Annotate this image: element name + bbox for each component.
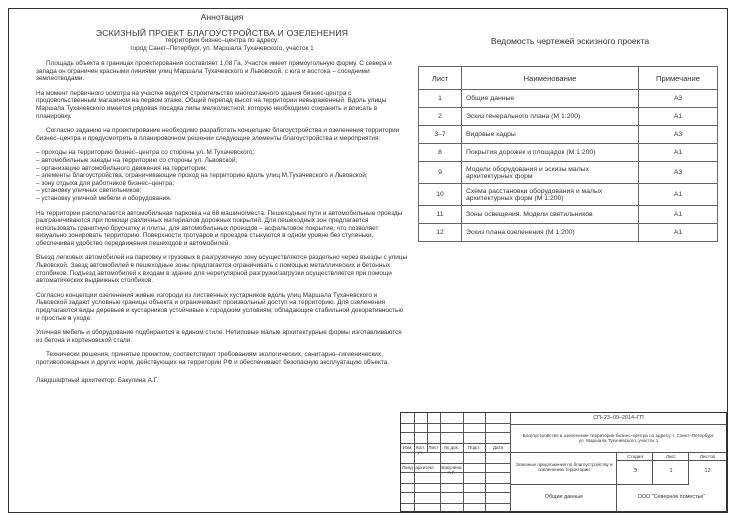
stamp-col-line <box>463 413 464 511</box>
header-note: Примечание <box>639 67 718 90</box>
annotation-heading: Аннотация <box>200 12 244 22</box>
cell-note: А1 <box>639 184 718 206</box>
cell-sheet: 12 <box>419 224 462 242</box>
list-item: – установку уличных светильников; <box>36 187 142 195</box>
cell-note: А3 <box>639 162 718 184</box>
sheet-list-block <box>418 36 722 242</box>
cell-name: Эскиз генерального плана (М 1:200) <box>462 108 639 126</box>
col-header-sign: Подп. <box>467 445 481 450</box>
cell-note: А1 <box>639 144 718 162</box>
stamp-col-line <box>414 413 415 511</box>
paragraph-area: Площадь объекта в границах проектирования составляет 1,08 Га. Участок имеет прямоугольную форму. С севера и запада он ограничен красными линиями улиц Маршала Тухачевского и Львовской, с юга и востока – соседними землеотводами. <box>36 60 392 83</box>
cell-name: Эскиз плана озеленения (М 1:200) <box>462 224 639 242</box>
table-row <box>419 184 718 206</box>
table-row <box>419 108 718 126</box>
header-sheet: Лист <box>419 67 462 90</box>
table-row <box>419 90 718 108</box>
title-block <box>400 412 727 512</box>
sheet-list-table <box>418 66 718 242</box>
project-subtitle <box>36 37 408 52</box>
list-item: – автомобильные заезды на территорию со стороны ул. Львовской; <box>36 156 238 164</box>
requirements-list <box>36 149 408 202</box>
cell-name: Схема расстановки оборудования и малых архитектурных форм (М 1:200) <box>462 184 639 206</box>
sheets-value: 12 <box>704 468 711 474</box>
cell-sheet: 11 <box>419 206 462 224</box>
col-header-change: Изм. <box>402 445 413 450</box>
annotation-block <box>36 10 408 384</box>
stamp-row-line <box>401 503 511 504</box>
table-row <box>419 126 718 144</box>
paragraph-site-state: На момент первичного осмотра на участке ведется строительство многоэтажного здания бизнес-центра с продовольственным магазином на первом этаже. Общий перепад высот на территории невыраженный. Вдоль улицы Маршала Тухачевского имеется рядовая посадка липы мелколистной, которую необходимо сохранить и вписать в планировку. <box>36 89 387 120</box>
header-name: Наименование <box>462 67 639 90</box>
sheet-label: Лист <box>666 454 676 459</box>
drawing-code: СП–23–09–2014–ГП <box>593 415 644 421</box>
author-name: Бакулина А.Г. <box>441 465 462 476</box>
col-header-sheet: Лист <box>428 445 439 450</box>
cell-note: А1 <box>639 206 718 224</box>
cell-sheet: 2 <box>419 108 462 126</box>
col-header-count: Кол. уч. <box>415 445 426 456</box>
cell-name: Покрытия дорожек и площадок (М 1:200) <box>462 144 639 162</box>
role-label: Ланд. архитект. <box>402 465 435 470</box>
paragraph-greenery: Согласно концепции озеленения живые изгороди из лиственных кустарников вдоль улиц Маршала Тухачевского и Львовской задают условные границы объекта и ограничивают произвольный доступ на территорию. Для озеленения предлагаются виды деревьев и кустарников устойчивые к городским условиям, обладающие стабильной декоративностью и простые в уходе. <box>36 291 404 322</box>
list-item: – проходы на территорию бизнес–центра со стороны ул. М.Тухачевского; <box>36 149 255 157</box>
stamp-col-line <box>485 413 486 511</box>
table-row <box>419 162 718 184</box>
col-header-date: Дата <box>492 445 504 450</box>
paragraph-compliance: Технически решения, принятые проектом, соответствуют требованиям экологических, санитарно–гигиенических, противопожарных и других норм, действующих на территории РФ и обеспечивают безопасную эксплуатацию объекта. <box>36 351 390 366</box>
list-item: – организацию автомобильного движения на территории; <box>36 164 208 172</box>
paragraph-entrances: Въезд легковых автомобилей на парковку и грузовых в разгрузочную зону осуществляется раздельно через въезды с улицы Львовской. Заезд автомобилей в пешеходные зоны предлагается ограничивать с помощью металлических и бетонных столбиков. Подъезд автомобилей к входам в здание для нерегулярной разгрузки/загрузки осуществляется при помощи автоматических выдвижных столбиков. <box>36 254 408 285</box>
sheet-list-title: Ведомость чертежей эскизного проекта <box>490 36 650 46</box>
table-row <box>419 206 718 224</box>
list-item: – элементы благоустройства, ограничивающие проход на территорию вдоль улиц М.Тухачевского и Львовской; <box>36 172 368 180</box>
cell-note: А3 <box>639 126 718 144</box>
sheets-label: Листов <box>700 454 715 459</box>
sheet-name: Общие данные <box>544 494 584 500</box>
cell-sheet: 9 <box>419 162 462 184</box>
stage-value: Э <box>632 468 638 474</box>
cell-note: А3 <box>639 90 718 108</box>
stamp-row-line <box>401 423 511 433</box>
cell-sheet: 1 <box>419 90 462 108</box>
list-item: – зону отдыха для работников бизнес–центра; <box>36 179 175 187</box>
cell-name: Видовые кадры <box>462 126 639 144</box>
stamp-col-line <box>440 413 441 511</box>
paragraph-parking: На территории располагается автомобильная парковка на 68 машино/места. Пешеходные пути и автомобильные проезды разграничиваются при помощи различных материалов дорожных покрытий. Для пешеходных зон предлагается использовать гранитную брусчатку и плиты, для автомобильных проездов – асфальтовое покрытие, что позволяет визуально зонировать территорию. Поверхности тротуаров и проездов стыкуются в одном уровне без ступеньки, обеспечивая удобство передвижения пешеходов и автомобилей. <box>36 209 403 247</box>
cell-note: А1 <box>639 108 718 126</box>
cell-name: Общие данные <box>462 90 639 108</box>
table-row <box>419 144 718 162</box>
subtitle-line-2: город Санкт–Петербург, ул. Маршала Тухачевского, участок 1 <box>130 44 314 52</box>
table-row <box>419 224 718 242</box>
architect-signature: Ландшафтный архитектор: Бакулина А.Г. <box>36 376 159 384</box>
paragraph-furniture: Уличная мебель и оборудование подбираются в едином стиле. Нетиповые малые архитектурные формы изготавливаются из бетона и кортеновской стали. <box>36 329 402 344</box>
object-description: Благоустройство и озеленение территории бизнес–центра по адресу: г. Санкт–Петербург, ул. Маршала Тухачевского, участок 1 <box>522 433 715 444</box>
col-header-doc: № док. <box>444 445 459 450</box>
cell-note: А1 <box>639 224 718 242</box>
stage-label: Стадия <box>627 454 643 459</box>
company-name: ООО "Северное поместье" <box>637 494 706 500</box>
sheet-value: 1 <box>669 468 673 474</box>
cell-sheet: 8 <box>419 144 462 162</box>
cell-name: Зоны освещения. Модели светильников <box>462 206 639 224</box>
cell-name: Модели оборудования и эскизы малых архитектурных форм <box>462 162 639 184</box>
project-title: ЭСКИЗНЫЙ ПРОЕКТ БЛАГОУСТРОЙСТВА И ОЗЕЛЕНЕНИЯ <box>95 27 349 38</box>
cell-sheet: 3–7 <box>419 126 462 144</box>
list-item: – установку уличной мебели и оборудования. <box>36 194 172 202</box>
paragraph-task: Согласно заданию на проектирование необходимо разработать концепцию благоустройства и озеленения территории бизнес–центра и предусмотреть в планировочном решении следующие элементы благоустройства и мероприятия: <box>36 127 400 142</box>
subtitle-line-1: территории бизнес–центра по адресу: <box>165 37 279 45</box>
cell-sheet: 10 <box>419 184 462 206</box>
table-header-row <box>419 67 718 90</box>
stamp-row-line <box>401 483 511 493</box>
section-title: Эскизные предложения по благоустройству и озеленению территории <box>515 462 613 473</box>
